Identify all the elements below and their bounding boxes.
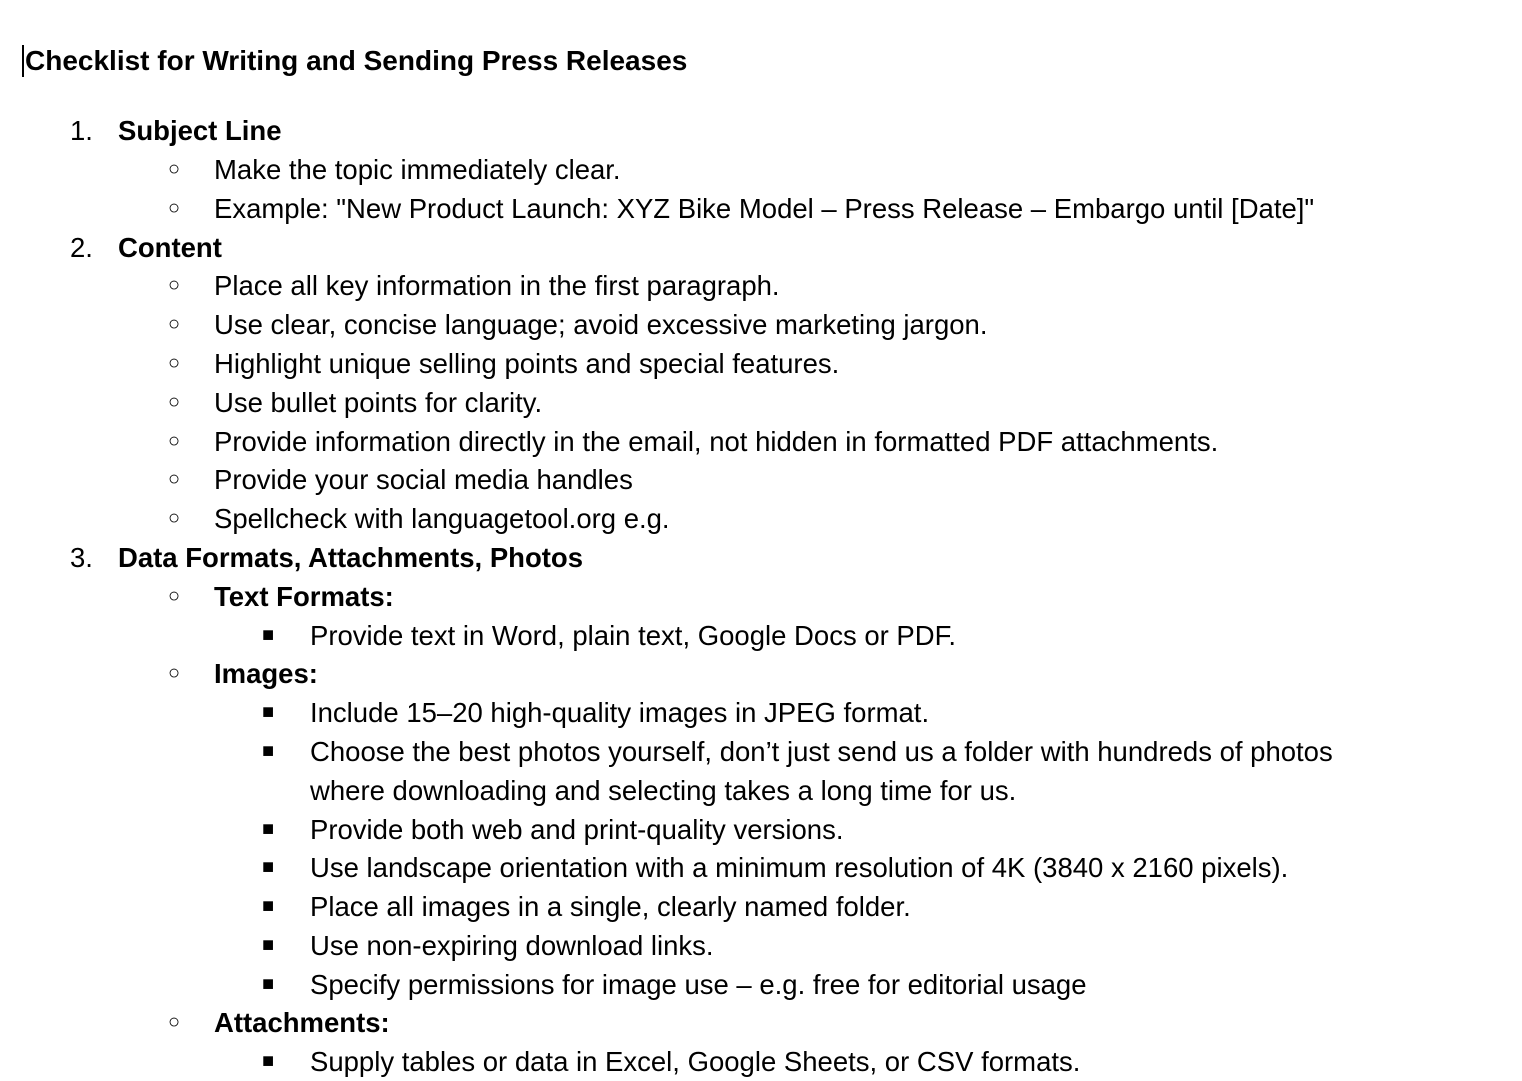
list-item bbox=[0, 965, 1522, 1004]
list-item bbox=[0, 810, 1522, 849]
list-item bbox=[0, 422, 1522, 461]
list-item-text: Provide both web and print-quality versions. bbox=[310, 814, 844, 845]
hollow-bullet-icon: ○ bbox=[168, 468, 181, 490]
list-item-text: Provide text in Word, plain text, Google Docs or PDF. bbox=[310, 620, 957, 651]
section-data-formats bbox=[0, 538, 1522, 577]
square-bullet-icon: ■ bbox=[262, 934, 275, 956]
list-item-text: Provide information directly in the email, not hidden in formatted PDF attachments. bbox=[214, 426, 1219, 457]
section-number: 2. bbox=[70, 232, 93, 263]
list-item-text: Make the topic immediately clear. bbox=[214, 154, 621, 185]
list-item bbox=[0, 344, 1522, 383]
list-item bbox=[0, 150, 1522, 189]
section-content bbox=[0, 228, 1522, 267]
section-heading: Data Formats, Attachments, Photos bbox=[118, 542, 584, 573]
hollow-bullet-icon: ○ bbox=[168, 391, 181, 413]
hollow-bullet-icon: ○ bbox=[168, 274, 181, 296]
section-heading: Subject Line bbox=[118, 115, 282, 146]
section-subject-line bbox=[0, 111, 1522, 150]
list-item bbox=[0, 732, 1522, 771]
list-item-continuation bbox=[0, 771, 1522, 810]
list-item bbox=[0, 1042, 1522, 1081]
list-item bbox=[0, 693, 1522, 732]
list-item bbox=[0, 887, 1522, 926]
section-number: 3. bbox=[70, 542, 93, 573]
list-item-text: Example: "New Product Launch: XYZ Bike Model – Press Release – Embargo until [Date]" bbox=[214, 193, 1315, 224]
section-heading: Content bbox=[118, 232, 222, 263]
square-bullet-icon: ■ bbox=[262, 973, 275, 995]
hollow-bullet-icon: ○ bbox=[168, 430, 181, 452]
document-title: Checklist for Writing and Sending Press Releases bbox=[25, 45, 688, 76]
list-item-text: Use clear, concise language; avoid excessive marketing jargon. bbox=[214, 309, 988, 340]
list-item bbox=[0, 848, 1522, 887]
list-item-text: Use bullet points for clarity. bbox=[214, 387, 543, 418]
hollow-bullet-icon: ○ bbox=[168, 507, 181, 529]
list-item bbox=[0, 460, 1522, 499]
list-item-text: Use non-expiring download links. bbox=[310, 930, 714, 961]
hollow-bullet-icon: ○ bbox=[168, 585, 181, 607]
list-item-text: Provide your social media handles bbox=[214, 464, 633, 495]
subsection-images bbox=[0, 654, 1522, 693]
hollow-bullet-icon: ○ bbox=[168, 197, 181, 219]
square-bullet-icon: ■ bbox=[262, 895, 275, 917]
list-item-text: Highlight unique selling points and special features. bbox=[214, 348, 840, 379]
hollow-bullet-icon: ○ bbox=[168, 313, 181, 335]
list-item-text: Use landscape orientation with a minimum resolution of 4K (3840 x 2160 pixels). bbox=[310, 852, 1289, 883]
list-item-text: Place all key information in the first paragraph. bbox=[214, 270, 780, 301]
list-item bbox=[0, 383, 1522, 422]
list-item-text: Spellcheck with languagetool.org e.g. bbox=[214, 503, 670, 534]
list-item bbox=[0, 616, 1522, 655]
list-item-text: Choose the best photos yourself, don’t just send us a folder with hundreds of photos bbox=[310, 736, 1333, 767]
square-bullet-icon: ■ bbox=[262, 624, 275, 646]
list-item bbox=[0, 189, 1522, 228]
section-number: 1. bbox=[70, 115, 93, 146]
list-item bbox=[0, 266, 1522, 305]
list-item bbox=[0, 305, 1522, 344]
hollow-bullet-icon: ○ bbox=[168, 662, 181, 684]
square-bullet-icon: ■ bbox=[262, 701, 275, 723]
text-cursor bbox=[22, 45, 24, 77]
subsection-heading: Images: bbox=[214, 658, 318, 689]
list-item-text: where downloading and selecting takes a long time for us. bbox=[310, 775, 1017, 806]
subsection-heading: Attachments: bbox=[214, 1007, 390, 1038]
square-bullet-icon: ■ bbox=[262, 1050, 275, 1072]
subsection-text-formats bbox=[0, 577, 1522, 616]
subsection-attachments bbox=[0, 1003, 1522, 1042]
list-item-text: Supply tables or data in Excel, Google Sheets, or CSV formats. bbox=[310, 1046, 1081, 1077]
list-item bbox=[0, 926, 1522, 965]
square-bullet-icon: ■ bbox=[262, 856, 275, 878]
list-item-text: Specify permissions for image use – e.g. free for editorial usage bbox=[310, 969, 1087, 1000]
list-item-text: Include 15–20 high-quality images in JPEG format. bbox=[310, 697, 930, 728]
list-item bbox=[0, 499, 1522, 538]
subsection-heading: Text Formats: bbox=[214, 581, 394, 612]
hollow-bullet-icon: ○ bbox=[168, 158, 181, 180]
hollow-bullet-icon: ○ bbox=[168, 352, 181, 374]
square-bullet-icon: ■ bbox=[262, 740, 275, 762]
hollow-bullet-icon: ○ bbox=[168, 1011, 181, 1033]
list-item-text: Place all images in a single, clearly named folder. bbox=[310, 891, 911, 922]
square-bullet-icon: ■ bbox=[262, 818, 275, 840]
